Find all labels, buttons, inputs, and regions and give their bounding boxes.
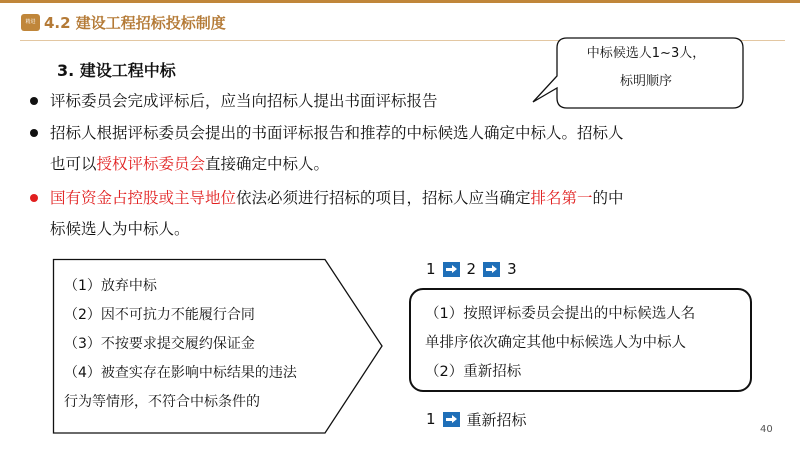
highlight-text: 排名第一: [530, 189, 593, 207]
page-number: 40: [760, 424, 773, 435]
bullet-text-line-1: [50, 183, 775, 214]
step-label: 重新招标: [466, 410, 527, 429]
bullet-item-2: [30, 118, 775, 180]
right-arrow-icon: [483, 262, 500, 277]
step-number: 1: [426, 260, 436, 278]
conditions-list: [64, 272, 297, 417]
list-item: （1）按照评标委员会提出的中标候选人名: [425, 306, 696, 322]
list-item: 行为等情形，不符合中标条件的: [64, 394, 260, 410]
list-item: （3）不按要求提交履约保证金: [64, 336, 255, 352]
bullet-item-3: [30, 183, 775, 245]
step-chain-bottom: [426, 408, 527, 430]
right-arrow-icon: [443, 262, 460, 277]
callout-line-1: 中标候选人1~3人，: [586, 46, 706, 61]
list-item: （2）重新招标: [425, 364, 522, 380]
bullet-text-line-2: [50, 149, 775, 180]
bullet-text-line-1: 招标人根据评标委员会提出的书面评标报告和推荐的中标候选人确定中标人。招标人: [50, 124, 624, 142]
bullet-dot-icon: [30, 97, 38, 105]
bullet-text-line-2: 标候选人为中标人。: [50, 220, 190, 238]
highlight-text: 授权评标委员会: [96, 155, 206, 173]
bullet-text: 评标委员会完成评标后，应当向招标人提出书面评标报告: [50, 92, 438, 110]
outcome-list: [425, 300, 695, 387]
bullet-dot-icon: [30, 129, 38, 137]
step-number: 3: [507, 260, 517, 278]
page-header-title: 4.2 建设工程招标投标制度: [44, 14, 226, 32]
list-item: （4）被查实存在影响中标结果的违法: [64, 365, 297, 381]
bullet-dot-red-icon: [30, 194, 38, 202]
list-item: （1）放弃中标: [64, 278, 157, 294]
outcome-box: [409, 288, 752, 392]
step-chain-top: [426, 258, 517, 280]
bullet-text-plain: 也可以: [50, 155, 97, 173]
highlight-text: 国有资金占控股或主导地位: [50, 189, 237, 207]
list-item: （2）因不可抗力不能履行合同: [64, 307, 255, 323]
bullet-item-1: [30, 86, 775, 117]
step-number: 2: [466, 260, 477, 278]
right-arrow-icon: [443, 412, 460, 427]
list-item: 单排序依次确定其他中标候选人为中标人: [425, 335, 686, 351]
bullet-text-plain: 直接确定中标人。: [205, 155, 330, 173]
step-number: 1: [426, 410, 436, 428]
bullet-text-plain: 依法必须进行招标的项目，招标人应当确定: [236, 189, 531, 207]
logo: 精进: [21, 14, 40, 31]
header-accent-line: [0, 0, 800, 3]
bullet-text-plain: 的中: [592, 189, 624, 207]
conditions-box: [52, 258, 385, 435]
callout-line-2: 标明顺序: [619, 74, 672, 89]
section-title: 3. 建设工程中标: [57, 61, 176, 80]
